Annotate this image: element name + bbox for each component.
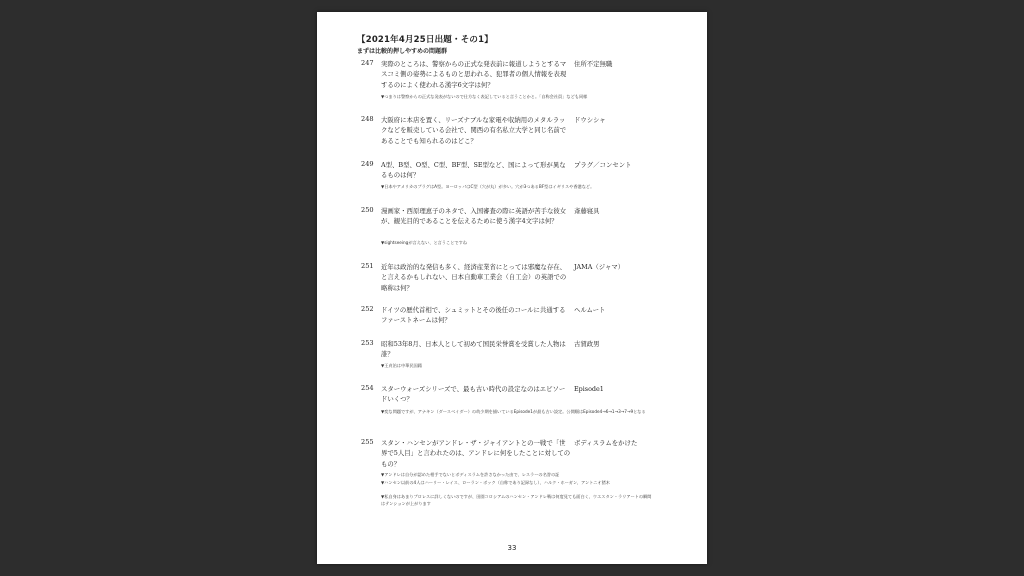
- question-text: 近年は政治的な発信も多く、経済産業省にとっては邪魔な存在、と言えるかもしれない、日本自動車工業会（自工会）の英語での略称は何？: [381, 263, 567, 292]
- question-text: ドイツの歴代首相で、シュミットとその後任のコールに共通するファーストネームは何？: [381, 306, 566, 325]
- question-number: 249: [361, 160, 374, 168]
- question-answer: 古賀政男: [574, 340, 600, 348]
- question-number: 247: [361, 59, 374, 67]
- question-answer: JAMA（ジャマ）: [574, 263, 625, 271]
- question-text: 大阪府に本店を置く、リーズナブルな家電や収納用のメタルラックなどを販売している会社で、関西の有名私立大学と同じ名前であることでも知られるのはどこ？: [381, 116, 567, 145]
- question-text: 実際のところは、警察からの正式な発表前に報道しようとするマスコミ側の姿勢によるものと思われる、犯罪者の個人情報を表現するのによく使われる漢字6文字は何？: [381, 60, 567, 89]
- question-note: ▼ハンセン以前の4人はハーリー・レイス、ローラン・ボック（自称であり記録なし）、ハルク・ホーガン、アントニオ猪木: [381, 479, 610, 485]
- question-text: A型、B型、O型、C型、BF型、SE型など、国によって形が異なるものは何？: [381, 161, 566, 180]
- document-page: [317, 12, 707, 564]
- question-note: ▼つまりは警察からの正式な発表がないので仕方なく表記していると言うことかと。「自称会社員」なども同様: [381, 94, 588, 99]
- question-note: ▼日本やアメリカのプラグはA型。ヨーロッパはC型（穴が丸）が多い。穴が3つあるBF型はイギリスや香港など。: [381, 184, 595, 189]
- page-title: 【2021年4月25日出題・その1】: [357, 35, 493, 45]
- question-text: スタン・ハンセンがアンドレ・ザ・ジャイアントとの一戦で「世界で5人目」と言われたのは、アンドレに何をしたことに対してのもの？: [381, 439, 571, 468]
- question-number: 248: [361, 115, 374, 123]
- question-answer: ドウシシャ: [574, 116, 606, 124]
- question-number: 252: [361, 305, 374, 313]
- question-number: 254: [361, 384, 374, 392]
- question-number: 253: [361, 339, 374, 347]
- question-answer: ヘルムート: [574, 306, 606, 314]
- question-note: ▼アンドレは自分が認めた相手でないとボディスラムを許さなかった由で、レスラーの名誉の証: [381, 472, 560, 477]
- question-number: 255: [361, 438, 374, 446]
- page-subtitle: まずは比較的押しやすめの問題群: [357, 48, 448, 55]
- question-note: ▼王貞治は中華民国籍: [381, 363, 422, 368]
- question-note: ▼変な問題ですが、アナキン（ダースベイダー）の幼少期を描いているEpisode1が最も古い設定。公開順はEpisode4→6→1→3→7→9となる: [381, 409, 646, 414]
- question-answer: Episode1: [574, 385, 604, 393]
- question-answer: プラグ／コンセント: [574, 161, 632, 169]
- question-text: スターウォーズシリーズで、最も古い時代の設定なのはエピソードいくつ？: [381, 385, 566, 404]
- question-note: ▼私自身はあまりプロレスに詳しくないのですが、田園コロシアムのハンセン・アンドレ戦は何度見ても面白く、ウエスタン・ラリアートの瞬間はテンションが上がります: [381, 494, 652, 507]
- question-number: 250: [361, 206, 374, 214]
- question-note: ▼sightseeingが言えない、と言うことですね: [381, 240, 467, 245]
- question-text: 昭和53年8月、日本人として初めて国民栄誉賞を受賞した人物は誰？: [381, 340, 566, 359]
- question-number: 251: [361, 262, 374, 270]
- question-text: 漫画家・西原理恵子のネタで、入国審査の際に英語が苦手な彼女が、観光目的であることを伝えるために使う漢字4文字は何？: [381, 207, 567, 226]
- page-number: 33: [507, 544, 517, 552]
- question-answer: 住所不定無職: [574, 60, 613, 68]
- question-answer: ボディスラムをかけた: [574, 439, 638, 447]
- question-answer: 斎藤寝具: [574, 207, 600, 215]
